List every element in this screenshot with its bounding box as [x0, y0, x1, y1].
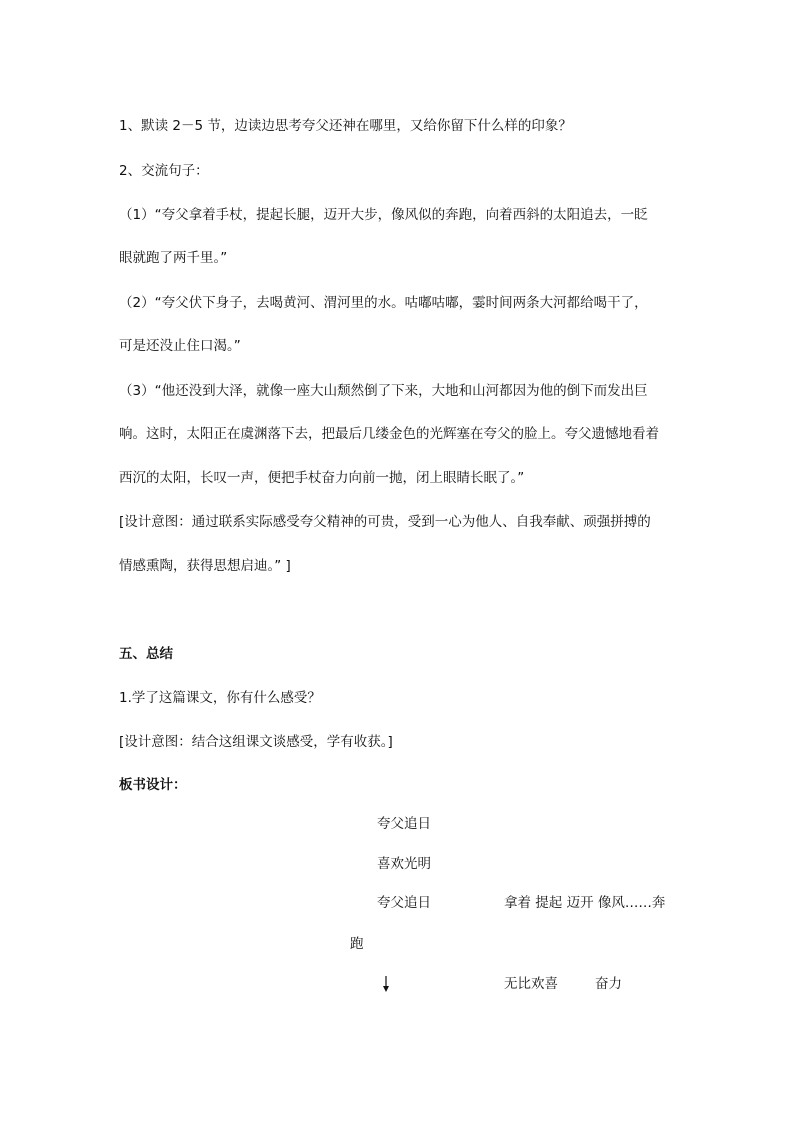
board-row-2: 喜欢光明: [377, 856, 431, 872]
question-2: 2、交流句子：: [119, 163, 209, 179]
sentence-1-line-2: 眼就跑了两千里。”: [119, 250, 228, 266]
sentence-2-line-1: （2）“夸父伏下身子，去喝黄河、渭河里的水。咕嘟咕嘟，霎时间两条大河都给喝干了，: [119, 295, 648, 311]
board-heading: 板书设计：: [119, 777, 187, 793]
board-row-4: 跑: [350, 936, 364, 952]
summary-item-1: 1.学了这篇课文，你有什么感受？: [119, 690, 321, 706]
board-row-3-left: 夸父追日: [377, 895, 431, 911]
board-row-3-right: 拿着 提起 迈开 像风……奔: [504, 895, 666, 911]
summary-heading: 五、总结: [119, 646, 173, 662]
sentence-3-line-1: （3）“他还没到大泽，就像一座大山颓然倒了下来，大地和山河都因为他的倒下而发出巨: [119, 383, 648, 399]
sentence-3-line-3: 西沉的太阳，长叹一声，便把手杖奋力向前一抛，闭上眼睛长眠了。”: [119, 470, 525, 486]
sentence-1-line-1: （1）“夸父拿着手杖，提起长腿，迈开大步，像风似的奔跑，向着西斜的太阳追去，一眨: [119, 207, 648, 223]
board-row-1: 夸父追日: [377, 816, 431, 832]
summary-design-intent: [设计意图：结合这组课文谈感受，学有收获。]: [119, 734, 393, 750]
board-row-5-middle: 无比欢喜: [504, 976, 558, 992]
question-1: 1、默读 2－5 节，边读边思考夸父还神在哪里，又给你留下什么样的印象？: [119, 118, 572, 134]
down-arrow-icon: [381, 975, 391, 993]
board-row-5-right: 奋力: [595, 976, 622, 992]
design-intent-1-line-2: 情感熏陶，获得思想启迪。” ]: [119, 558, 291, 574]
design-intent-1-line-1: [设计意图：通过联系实际感受夸父精神的可贵，受到一心为他人、自我奉献、顽强拼搏的: [119, 514, 651, 530]
sentence-2-line-2: 可是还没止住口渴。”: [119, 338, 241, 354]
sentence-3-line-2: 响。这时，太阳正在虞渊落下去，把最后几缕金色的光辉塞在夸父的脸上。夸父遗憾地看着: [119, 426, 659, 442]
